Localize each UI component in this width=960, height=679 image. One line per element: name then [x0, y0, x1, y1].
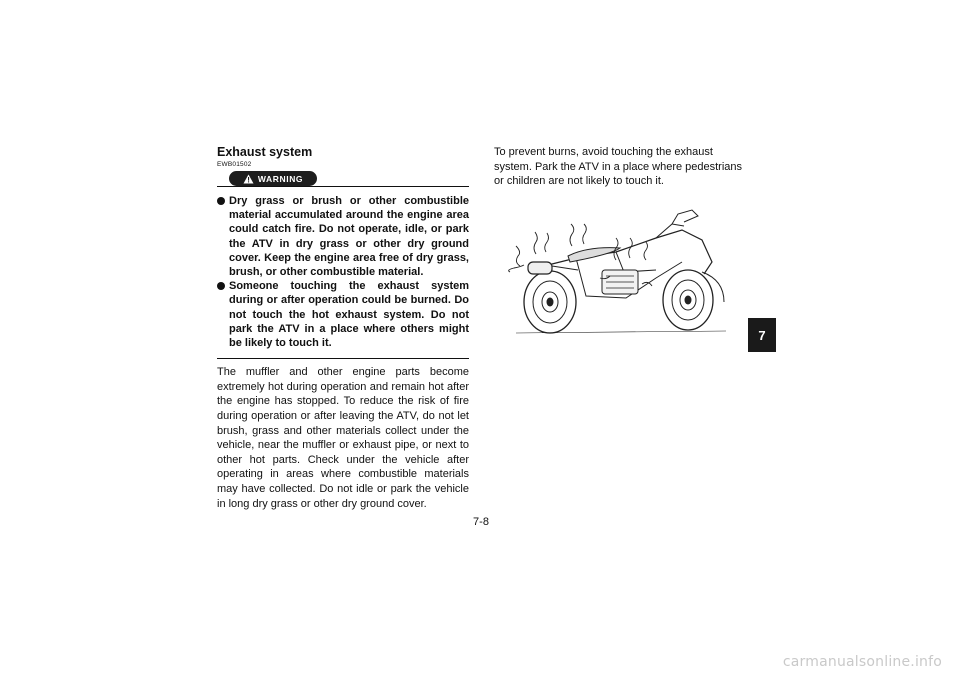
warning-code: EWB01502	[217, 161, 252, 168]
chapter-tab: 7	[748, 318, 776, 352]
section-title: Exhaust system	[217, 145, 313, 159]
warning-label: WARNING	[257, 173, 304, 184]
bullet-icon	[217, 282, 225, 290]
watermark: carmanualsonline.info	[782, 654, 942, 670]
right-column	[494, 145, 746, 189]
right-paragraph: To prevent burns, avoid touching the exhaust system. Park the ATV in a place where pedestrians or children are not likely to touch it.	[494, 146, 743, 188]
left-column	[217, 145, 469, 511]
warning-item	[217, 279, 469, 350]
warning-item	[217, 194, 469, 279]
warning-item-text: Dry grass or brush or other combustible material accumulated around the engine area could catch fire. Do not operate, idle, or park the ATV in dry grass or other dry ground cover. Keep the engine area free of dry grass, brush, or other combustible material.	[229, 195, 469, 279]
bullet-icon	[217, 197, 225, 205]
atv-hot-exhaust-illustration	[506, 200, 734, 338]
warning-triangle-icon	[243, 174, 254, 184]
warning-item-text: Someone touching the exhaust system during or after operation could be burned. Do not touch the hot exhaust system. Do not park the ATV in a place where others might be likely to touch it.	[229, 280, 469, 350]
warning-top-rule	[217, 186, 469, 187]
warning-header	[217, 171, 469, 187]
warning-bottom-rule	[217, 358, 469, 359]
body-paragraph: The muffler and other engine parts become extremely hot during operation and remain hot after the engine has stopped. To reduce the risk of fire during operation or after leaving the ATV, do not let brush, grass and other materials collect under the vehicle, near the muffler or exhaust pipe, or next to other hot parts. Check under the vehicle after operating in areas where combustible materials may have collected. Do not idle or park the vehicle in long dry grass or other dry ground cover.	[217, 366, 469, 510]
page-number: 7-8	[473, 516, 489, 528]
warning-list	[217, 194, 469, 350]
warning-badge	[229, 171, 317, 186]
